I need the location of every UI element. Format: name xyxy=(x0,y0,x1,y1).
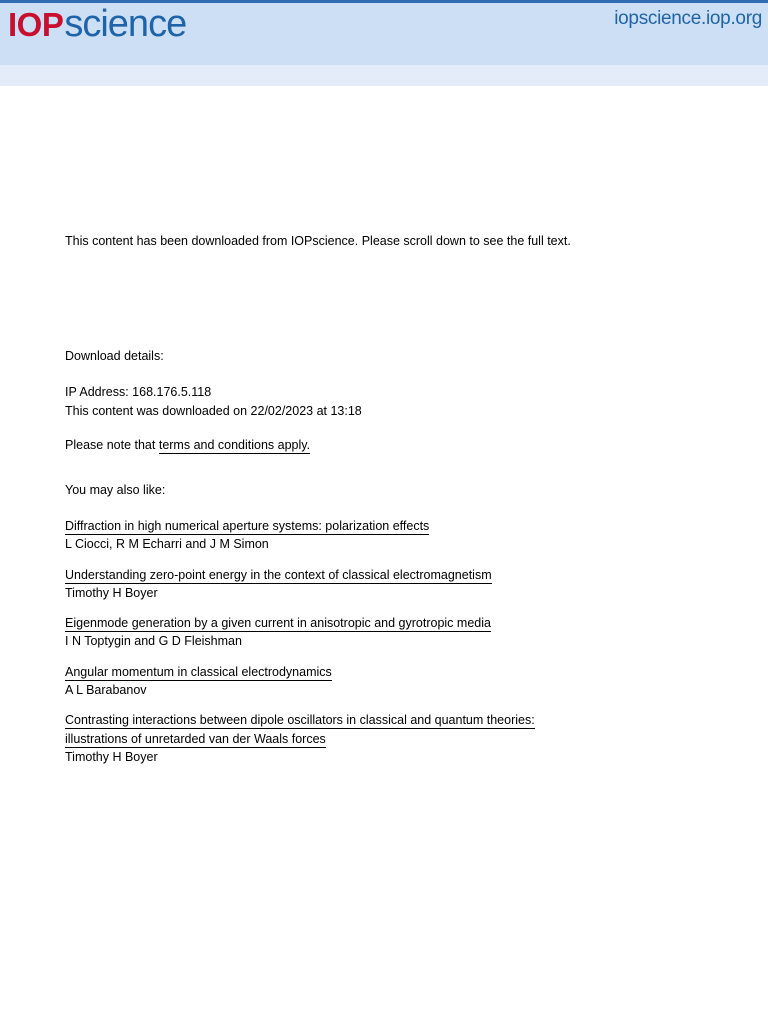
related-article-authors: I N Toptygin and G D Fleishman xyxy=(65,634,242,648)
related-article-link[interactable]: Diffraction in high numerical aperture systems: polarization effects xyxy=(65,519,430,533)
download-details-heading: Download details: xyxy=(65,349,164,363)
terms-prefix: Please note that xyxy=(65,438,156,452)
related-heading: You may also like: xyxy=(65,483,166,497)
related-article-link[interactable]: Understanding zero-point energy in the context of classical electromagnetism xyxy=(65,568,492,582)
related-article-authors: L Ciocci, R M Echarri and J M Simon xyxy=(65,537,269,551)
logo-science-text: science xyxy=(64,3,187,45)
related-article-authors: A L Barabanov xyxy=(65,683,147,697)
related-article-link[interactable]: Contrasting interactions between dipole oscillators in classical and quantum theories: xyxy=(65,713,535,727)
download-date-line: This content was downloaded on 22/02/2023 at 13:18 xyxy=(65,404,362,418)
iopscience-logo[interactable] xyxy=(8,5,186,49)
ip-address-line: IP Address: 168.176.5.118 xyxy=(65,385,212,399)
header-banner xyxy=(0,3,768,65)
terms-and-conditions-link[interactable]: terms and conditions apply. xyxy=(158,438,311,452)
related-article-link-continued[interactable]: illustrations of unretarded van der Waals forces xyxy=(65,732,326,746)
download-notice: This content has been downloaded from IOPscience. Please scroll down to see the full text. xyxy=(65,234,571,248)
related-article-authors: Timothy H Boyer xyxy=(65,586,158,600)
logo-iop-text: IOP xyxy=(8,6,64,43)
related-article-link[interactable]: Angular momentum in classical electrodynamics xyxy=(65,665,332,679)
header-sub-band xyxy=(0,65,768,86)
related-article-authors: Timothy H Boyer xyxy=(65,750,158,764)
terms-note xyxy=(65,436,310,454)
site-url-link[interactable]: iopscience.iop.org xyxy=(614,8,762,29)
related-article-link[interactable]: Eigenmode generation by a given current in anisotropic and gyrotropic media xyxy=(65,616,491,630)
